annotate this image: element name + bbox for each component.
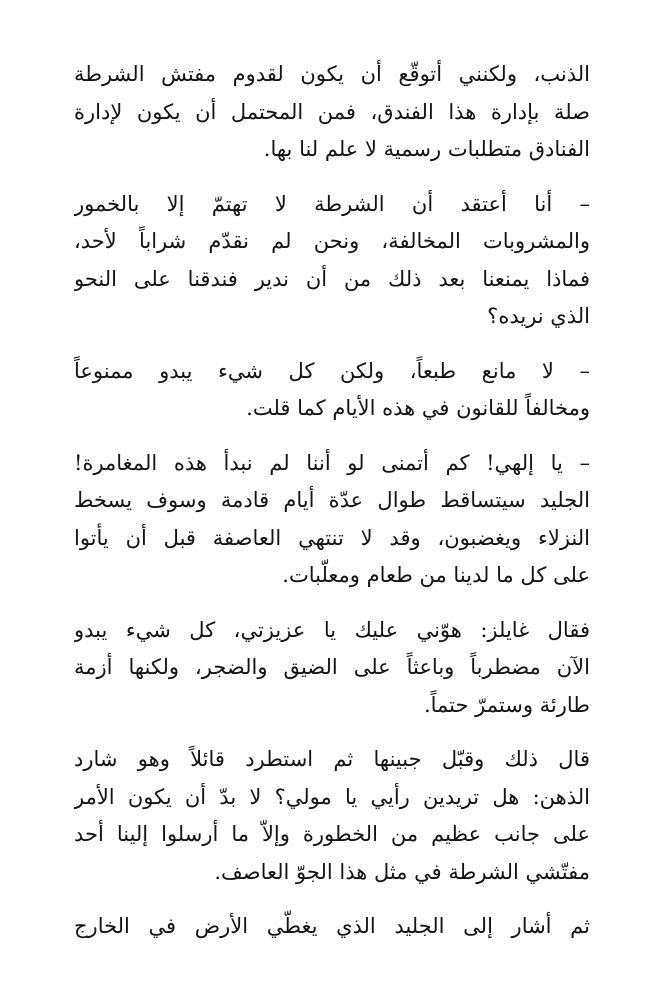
paragraph-2	[74, 186, 590, 336]
text-line: الذي نريده؟	[487, 304, 590, 328]
paragraph-1	[74, 56, 590, 169]
text-line: الجليد سيتساقط طوال عدّة أيام قادمة وسوف يسخط	[74, 488, 590, 512]
text-line: صلة بإدارة هذا الفندق، فمن المحتمل أن يكون لإدارة	[74, 99, 590, 124]
text-line: ومخالفاً للقانون في هذه الأيام كما قلت.	[246, 396, 590, 420]
text-line: النزلاء ويغضبون، وقد لا تنتهي العاصفة قبل أن يأتوا	[74, 525, 590, 550]
text-line: فماذا يمنعنا بعد ذلك من أن ندير فندقنا على النحو	[74, 266, 590, 291]
book-page	[74, 56, 590, 963]
text-line: مفتّشي الشرطة في مثل هذا الجوّ العاصف.	[214, 859, 590, 884]
text-line: ثم أشار إلى الجليد الذي يغطّي الأرض في الخارج	[74, 914, 590, 938]
text-line: قال ذلك وقبّل جبينها ثم استطرد قائلاً وهو شارد	[74, 747, 590, 771]
paragraph-3	[74, 353, 590, 428]
paragraph-6	[74, 741, 590, 891]
paragraph-4	[74, 445, 590, 595]
text-line: – أنا أعتقد أن الشرطة لا تهتمّ إلا بالخمور	[74, 191, 590, 216]
text-line: الذهن: هل تريدين رأيي يا مولي؟ لا بدّ أن يكون الأمر	[74, 784, 590, 809]
text-line: طارئة وستمرّ حتماً.	[423, 692, 590, 717]
paragraph-5	[74, 612, 590, 725]
text-line: – يا إلهي! كم أتمنى لو أننا لم نبدأ هذه المغامرة!	[74, 450, 590, 475]
text-line: فقال غايلز: هوّني عليك يا عزيزتي، كل شيء يبدو	[74, 617, 590, 642]
text-line: الفنادق متطلبات رسمية لا علم لنا بها.	[263, 137, 590, 161]
text-line: والمشروبات المخالفة، ونحن لم نقدّم شراباً لأحد،	[74, 229, 590, 253]
text-line: الذنب، ولكنني أتوقّع أن يكون لقدوم مفتش الشرطة	[74, 62, 590, 86]
paragraph-7	[74, 908, 590, 946]
text-line: على جانب عظيم من الخطورة وإلاّ ما أرسلوا إلينا أحد	[74, 822, 590, 846]
text-line: الآن مضطرباً وباعثاً على الضيق والضجر، ولكنها أزمة	[74, 655, 590, 679]
text-line: – لا مانع طبعاً، ولكن كل شيء يبدو ممنوعاً	[74, 358, 590, 383]
text-line: على كل ما لدينا من طعام ومعلّبات.	[282, 563, 590, 587]
